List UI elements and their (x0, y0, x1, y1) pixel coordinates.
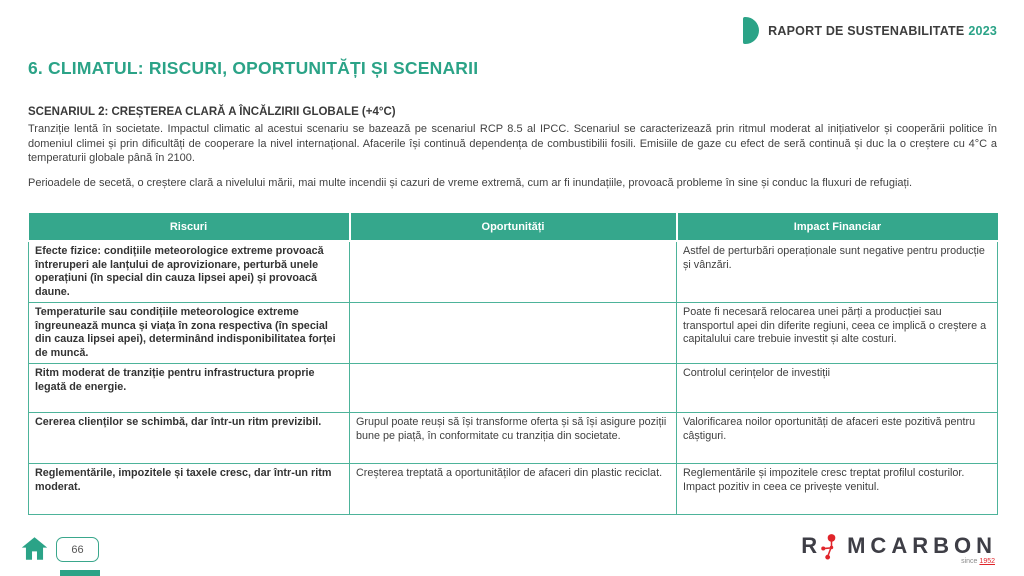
report-brand (743, 17, 997, 44)
cell-risc: Cererea clienților se schimbă, dar într-un ritm previzibil. (29, 413, 350, 464)
table-row (29, 303, 998, 364)
cell-impact: Valorificarea noilor oportunități de afaceri este pozitivă pentru câștiguri. (677, 413, 998, 464)
table-row (29, 364, 998, 413)
footer-accent-bar (60, 570, 100, 576)
column-header-impact-financiar: Impact Financiar (677, 213, 998, 241)
logo-letters-mcarbon: MCARBON (847, 533, 997, 558)
cell-impact: Reglementările și impozitele cresc treptat profilul costurilor. Impact pozitiv in ceea ce privește venitul. (677, 464, 998, 515)
table-header-row (29, 213, 998, 241)
cell-risc: Ritm moderat de tranziție pentru infrastructura proprie legată de energie. (29, 364, 350, 413)
cell-impact: Controlul cerințelor de investiții (677, 364, 998, 413)
molecule-icon (820, 532, 843, 562)
table-row (29, 413, 998, 464)
leaf-icon (743, 17, 759, 44)
scenario-paragraph-1: Tranziție lentă în societate. Impactul climatic al acestui scenariu se bazează pe scenariul RCP 8.5 al IPCC. Scenariul se caracterizează prin ritmul moderat al inițiativelor și cooperării politice în domeniul climei și prin dificultăți de cooperare la nivel internațional. Afacerile își continuă dependența de combustibilii fosili. Emisiile de gaze cu efect de seră continuă și duc la o creștere cu 4°C a temperaturii globale până în 2100. (28, 123, 997, 164)
risks-opportunities-table (28, 213, 998, 515)
scenario-paragraph-2: Perioadele de secetă, o creștere clară a nivelului mării, mai multe incendii și cazuri de vreme extremă, cum ar fi inundațiile, provoacă probleme în sine și conduc la fluxuri de refugiați. (28, 177, 913, 189)
cell-oportunitate: Creșterea treptată a oportunităților de afaceri din plastic reciclat. (350, 464, 677, 515)
report-year: 2023 (968, 23, 997, 38)
romcarbon-logo (801, 531, 997, 565)
page-title: 6. CLIMATUL: RISCURI, OPORTUNITĂȚI ȘI SCENARII (28, 58, 479, 78)
page-number-badge (56, 537, 99, 562)
report-brand-title (768, 24, 997, 38)
page-number: 66 (71, 543, 84, 556)
cell-oportunitate (350, 241, 677, 303)
tagline-year: 1952 (979, 558, 995, 565)
home-button[interactable] (21, 536, 48, 561)
cell-impact: Poate fi necesară relocarea unei părți a producției sau transportul apei din diferite regiuni, ceea ce implică o creștere a capitalului care trebuie investit și alte costuri. (677, 303, 998, 364)
cell-risc: Reglementările, impozitele și taxele cresc, dar într-un ritm moderat. (29, 464, 350, 515)
cell-risc: Temperaturile sau condițiile meteorologice extreme îngreunează munca și viața în zona respectiva (în special din cauza lipsei apei), determinând indisponibilitatea forței de muncă. (29, 303, 350, 364)
table-row (29, 464, 998, 515)
cell-impact: Astfel de perturbări operaționale sunt negative pentru producție și vânzări. (677, 241, 998, 303)
home-icon (21, 536, 48, 561)
table-row (29, 241, 998, 303)
scenario-heading: SCENARIUL 2: CREȘTEREA CLARĂ A ÎNCĂLZIRII GLOBALE (+4°C) (28, 106, 396, 118)
tagline-since: since (961, 558, 978, 565)
logo-letter-r: R (801, 533, 818, 558)
column-header-oportunitati: Oportunități (350, 213, 677, 241)
column-header-riscuri: Riscuri (29, 213, 350, 241)
cell-oportunitate (350, 303, 677, 364)
cell-oportunitate (350, 364, 677, 413)
report-title-text: RAPORT DE SUSTENABILITATE (768, 23, 965, 38)
cell-risc: Efecte fizice: condițiile meteorologice extreme provoacă întreruperi ale lanțului de aprovizionare, perturbă unele operațiuni (în special din cauza lipsei apei) și provoacă daune. (29, 241, 350, 303)
cell-oportunitate: Grupul poate reuși să își transforme oferta și să își asigure poziții bune pe piață, în conformitate cu tranziția din societate. (350, 413, 677, 464)
